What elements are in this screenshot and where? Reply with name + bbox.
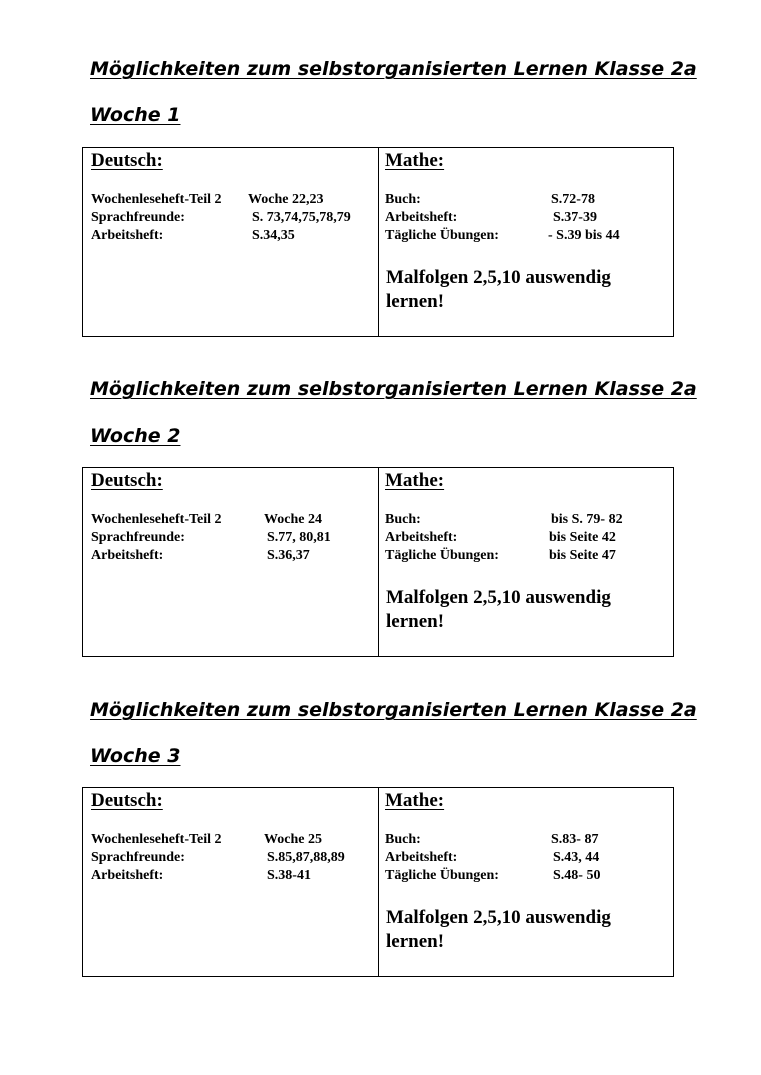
deutsch-cell <box>83 468 379 656</box>
section-3-table <box>82 787 674 977</box>
row-label: Arbeitsheft: <box>385 530 458 545</box>
row-label: Wochenleseheft-Teil 2 <box>91 192 222 207</box>
mathe-rows <box>385 511 665 565</box>
mathe-row <box>385 849 665 867</box>
deutsch-cell <box>83 148 379 336</box>
mathe-heading: Mathe: <box>385 790 445 811</box>
row-label: Tägliche Übungen: <box>385 548 499 563</box>
row-value: S.77, 80,81 <box>267 530 331 545</box>
row-label: Tägliche Übungen: <box>385 228 499 243</box>
mathe-row <box>385 227 665 245</box>
mathe-row <box>385 831 665 849</box>
deutsch-heading: Deutsch: <box>91 790 163 811</box>
section-3-title: Möglichkeiten zum selbstorganisierten Lernen Klasse 2a <box>90 699 697 721</box>
mathe-note: Malfolgen 2,5,10 auswendig lernen! <box>386 907 611 952</box>
row-label: Arbeitsheft: <box>91 548 164 563</box>
row-value: S.38-41 <box>267 868 311 883</box>
mathe-cell <box>379 468 673 656</box>
deutsch-row <box>91 547 371 565</box>
row-label: Arbeitsheft: <box>91 228 164 243</box>
row-value: Woche 25 <box>264 832 322 847</box>
mathe-cell <box>379 788 673 976</box>
row-label: Wochenleseheft-Teil 2 <box>91 512 222 527</box>
deutsch-row <box>91 209 371 227</box>
deutsch-cell <box>83 788 379 976</box>
row-label: Sprachfreunde: <box>91 850 185 865</box>
deutsch-heading: Deutsch: <box>91 150 163 171</box>
deutsch-row <box>91 867 371 885</box>
section-1-table <box>82 147 674 337</box>
row-label: Buch: <box>385 512 421 527</box>
mathe-note: Malfolgen 2,5,10 auswendig lernen! <box>386 267 611 312</box>
section-2-week: Woche 2 <box>90 425 181 447</box>
deutsch-rows <box>91 511 371 565</box>
row-label: Arbeitsheft: <box>91 868 164 883</box>
row-value: bis Seite 42 <box>549 530 616 545</box>
mathe-row <box>385 547 665 565</box>
section-1-title: Möglichkeiten zum selbstorganisierten Lernen Klasse 2a <box>90 58 697 80</box>
mathe-heading: Mathe: <box>385 470 445 491</box>
mathe-note: Malfolgen 2,5,10 auswendig lernen! <box>386 587 611 632</box>
row-value: - S.39 bis 44 <box>548 228 620 243</box>
deutsch-row <box>91 191 371 209</box>
deutsch-rows <box>91 191 371 245</box>
section-1-week: Woche 1 <box>90 104 181 126</box>
row-value: S.37-39 <box>553 210 597 225</box>
row-label: Tägliche Übungen: <box>385 868 499 883</box>
deutsch-row <box>91 849 371 867</box>
row-value: bis Seite 47 <box>549 548 616 563</box>
row-label: Arbeitsheft: <box>385 850 458 865</box>
mathe-rows <box>385 831 665 885</box>
row-value: S.48- 50 <box>553 868 601 883</box>
mathe-rows <box>385 191 665 245</box>
mathe-row <box>385 867 665 885</box>
row-value: Woche 24 <box>264 512 322 527</box>
mathe-row <box>385 209 665 227</box>
section-3-week: Woche 3 <box>90 745 181 767</box>
section-2-title: Möglichkeiten zum selbstorganisierten Lernen Klasse 2a <box>90 378 697 400</box>
row-value: S.85,87,88,89 <box>267 850 345 865</box>
mathe-row <box>385 529 665 547</box>
row-value: S. 73,74,75,78,79 <box>252 210 351 225</box>
row-value: bis S. 79- 82 <box>551 512 623 527</box>
deutsch-rows <box>91 831 371 885</box>
mathe-cell <box>379 148 673 336</box>
row-label: Sprachfreunde: <box>91 210 185 225</box>
deutsch-heading: Deutsch: <box>91 470 163 491</box>
row-value: Woche 22,23 <box>248 192 324 207</box>
mathe-heading: Mathe: <box>385 150 445 171</box>
row-label: Buch: <box>385 192 421 207</box>
row-value: S.72-78 <box>551 192 595 207</box>
deutsch-row <box>91 529 371 547</box>
deutsch-row <box>91 831 371 849</box>
row-value: S.34,35 <box>252 228 295 243</box>
row-value: S.83- 87 <box>551 832 599 847</box>
row-label: Buch: <box>385 832 421 847</box>
row-label: Arbeitsheft: <box>385 210 458 225</box>
deutsch-row <box>91 511 371 529</box>
row-value: S.43, 44 <box>553 850 600 865</box>
deutsch-row <box>91 227 371 245</box>
row-label: Sprachfreunde: <box>91 530 185 545</box>
section-2-table <box>82 467 674 657</box>
mathe-row <box>385 191 665 209</box>
row-value: S.36,37 <box>267 548 310 563</box>
row-label: Wochenleseheft-Teil 2 <box>91 832 222 847</box>
mathe-row <box>385 511 665 529</box>
